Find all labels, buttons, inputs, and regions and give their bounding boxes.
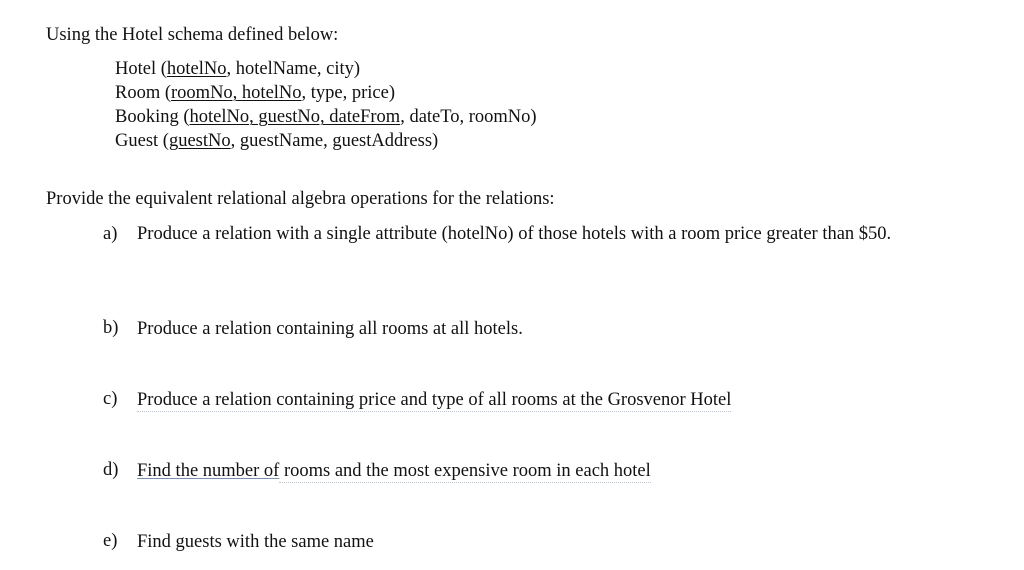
question-d-text [137, 459, 651, 483]
attributes: , type, price) [301, 83, 396, 103]
schema-guest [115, 130, 438, 152]
question-a-text: Produce a relation with a single attribute (hotelNo) of those hotels with a room price greater than $50. [137, 224, 892, 244]
question-b-label: b) [103, 318, 119, 338]
relation-name: Booking ( [115, 107, 190, 127]
question-c-content: Produce a relation containing price and type of all rooms at the Grosvenor Hotel [137, 390, 732, 410]
attributes: , hotelName, city) [226, 59, 361, 79]
question-e-text: Find guests with the same name [137, 532, 374, 552]
intro-text: Using the Hotel schema defined below: [46, 25, 339, 45]
instruction-text: Provide the equivalent relational algebra operations for the relations: [46, 189, 555, 209]
schema-hotel [115, 58, 360, 80]
relation-name: Room ( [115, 83, 172, 103]
attributes: , dateTo, roomNo) [400, 107, 537, 127]
schema-booking [115, 106, 537, 128]
primary-key: roomNo, hotelNo [171, 83, 302, 103]
attributes: , guestName, guestAddress) [230, 131, 439, 151]
question-e-label: e) [103, 531, 118, 551]
relation-name: Hotel ( [115, 59, 167, 79]
primary-key: guestNo [168, 131, 231, 151]
question-d-underlined: Find the number of [137, 461, 280, 481]
question-a-label: a) [103, 224, 118, 244]
primary-key: hotelNo, guestNo, dateFrom [189, 107, 401, 127]
schema-room [115, 82, 395, 104]
question-d-rest: rooms and the most expensive room in each hotel [279, 461, 651, 481]
question-b-text: Produce a relation containing all rooms at all hotels. [137, 319, 523, 339]
question-c-label: c) [103, 389, 118, 409]
relation-name: Guest ( [115, 131, 169, 151]
primary-key: hotelNo [166, 59, 227, 79]
question-d-label: d) [103, 460, 119, 480]
question-c-text [137, 388, 731, 412]
